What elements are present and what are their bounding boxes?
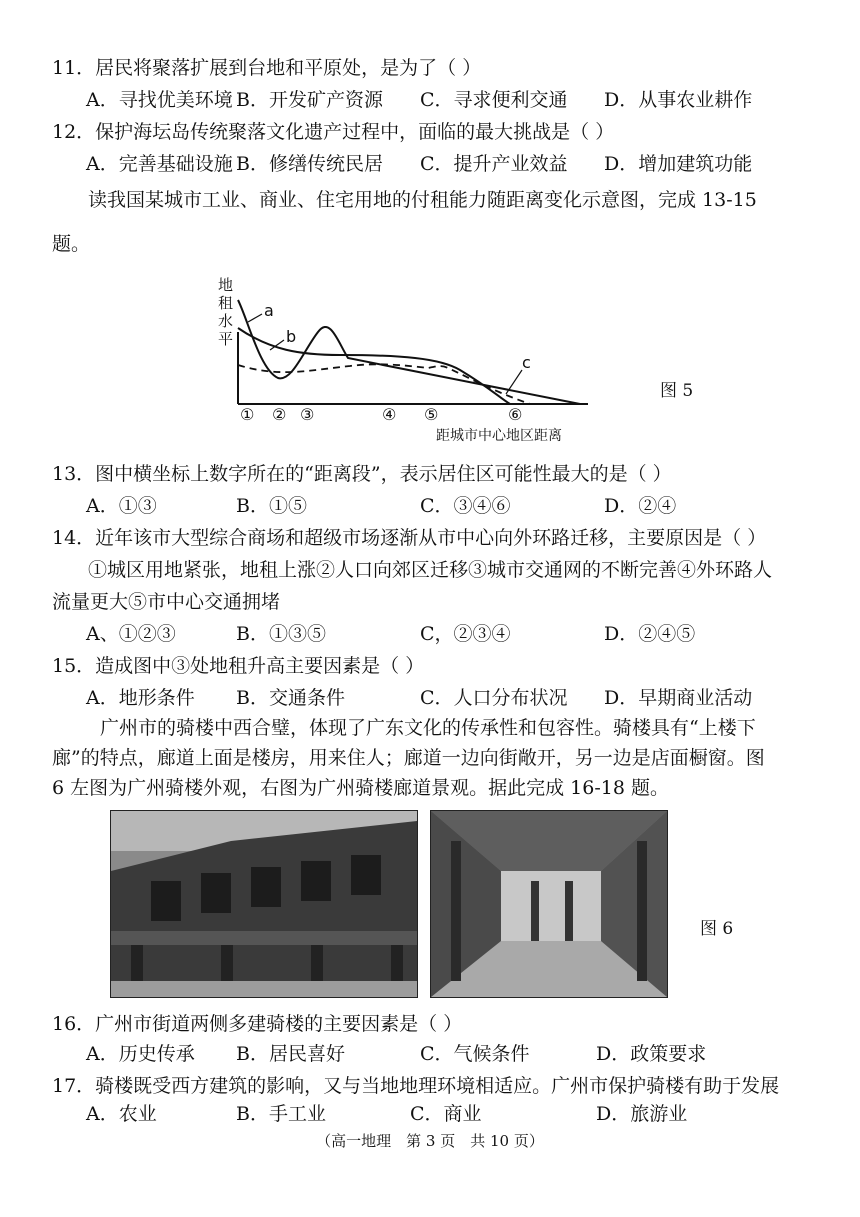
marker-6: ⑥ <box>508 405 523 424</box>
y-axis-char-4: 平 <box>218 330 234 348</box>
q16-option-a: A．历史传承 <box>86 1043 195 1065</box>
q12-stem: 12．保护海坛岛传统聚落文化遗产过程中，面临的最大挑战是（ ） <box>52 121 615 143</box>
q11-option-c: C．寻求便利交通 <box>420 89 568 111</box>
q12-option-d: D．增加建筑功能 <box>604 153 753 175</box>
q11-option-b: B．开发矿产资源 <box>236 89 383 111</box>
x-axis-label: 距城市中心地区距离 <box>436 428 562 444</box>
q13-option-d: D．②④ <box>604 495 677 517</box>
curve-label-b: b <box>286 327 297 346</box>
y-axis-char-1: 地 <box>218 276 234 294</box>
figure-5-chart <box>200 270 620 450</box>
q17-option-b: B．手工业 <box>236 1103 326 1125</box>
q15-option-a: A．地形条件 <box>86 687 195 709</box>
q14-line3: 流量更大⑤市中心交通拥堵 <box>52 591 281 613</box>
marker-1: ① <box>240 405 255 424</box>
q11-option-d: D．从事农业耕作 <box>604 89 753 111</box>
marker-2: ② <box>272 405 287 424</box>
q17-option-c: C．商业 <box>410 1103 482 1125</box>
intro-16-18-line2: 廊”的特点，廊道上面是楼房，用来住人；廊道一边向街敞开，另一边是店面橱窗。图 <box>52 747 765 769</box>
leader-a <box>248 314 262 322</box>
figure-6-label: 图 6 <box>700 919 734 939</box>
page-footer: （高一地理 第 3 页 共 10 页） <box>316 1132 544 1150</box>
q14-option-b: B．①③⑤ <box>236 623 326 645</box>
q16-option-c: C．气候条件 <box>420 1043 530 1065</box>
intro-13-15-line1: 读我国某城市工业、商业、住宅用地的付租能力随距离变化示意图，完成 13-15 <box>88 189 757 211</box>
q14-line2: ①城区用地紧张，地租上涨②人口向郊区迁移③城市交通网的不断完善④外环路人 <box>88 559 773 581</box>
intro-13-15-line2: 题。 <box>52 233 91 255</box>
q14-option-d: D．②④⑤ <box>604 623 696 645</box>
figure-5-label: 图 5 <box>660 381 694 401</box>
q14-option-a: A、①②③ <box>86 623 176 645</box>
q16-stem: 16．广州市街道两侧多建骑楼的主要因素是（ ） <box>52 1013 463 1035</box>
q14-stem: 14．近年该市大型综合商场和超级市场逐渐从市中心向外环路迁移，主要原因是（ ） <box>52 527 767 549</box>
y-axis-char-3: 水 <box>218 312 234 330</box>
curve-label-c: c <box>522 353 531 372</box>
curve-b <box>238 328 510 404</box>
arcade-exterior-photo <box>110 810 418 998</box>
marker-3: ③ <box>300 405 315 424</box>
q17-option-d: D．旅游业 <box>596 1103 688 1125</box>
q17-stem: 17．骑楼既受西方建筑的影响，又与当地地理环境相适应。广州市保护骑楼有助于发展 <box>52 1075 780 1097</box>
curve-c <box>238 364 530 404</box>
intro-16-18-line3: 6 左图为广州骑楼外观，右图为广州骑楼廊道景观。据此完成 16-18 题。 <box>52 777 669 799</box>
marker-4: ④ <box>382 405 397 424</box>
q12-option-c: C．提升产业效益 <box>420 153 568 175</box>
marker-5: ⑤ <box>424 405 439 424</box>
q15-option-c: C．人口分布状况 <box>420 687 568 709</box>
q12-option-b: B．修缮传统民居 <box>236 153 383 175</box>
q13-stem: 13．图中横坐标上数字所在的“距离段”，表示居住区可能性最大的是（ ） <box>52 463 672 485</box>
q15-option-d: D．早期商业活动 <box>604 687 753 709</box>
q11-stem: 11．居民将聚落扩展到台地和平原处，是为了（ ） <box>52 57 482 79</box>
y-axis-char-2: 租 <box>218 294 234 312</box>
q11-option-a: A．寻找优美环境 <box>86 89 233 111</box>
q14-option-c: C，②③④ <box>420 623 511 645</box>
q15-stem: 15．造成图中③处地租升高主要因素是（ ） <box>52 655 425 677</box>
q13-option-b: B．①⑤ <box>236 495 307 517</box>
arcade-corridor-photo <box>430 810 668 998</box>
intro-16-18-line1: 广州市的骑楼中西合璧，体现了广东文化的传承性和包容性。骑楼具有“上楼下 <box>100 717 756 739</box>
q13-option-c: C．③④⑥ <box>420 495 511 517</box>
q17-option-a: A．农业 <box>86 1103 157 1125</box>
q16-option-b: B．居民喜好 <box>236 1043 345 1065</box>
q12-option-a: A．完善基础设施 <box>86 153 233 175</box>
q15-option-b: B．交通条件 <box>236 687 345 709</box>
curve-label-a: a <box>264 301 274 320</box>
q13-option-a: A．①③ <box>86 495 157 517</box>
q16-option-d: D．政策要求 <box>596 1043 707 1065</box>
curve-a <box>238 300 580 404</box>
